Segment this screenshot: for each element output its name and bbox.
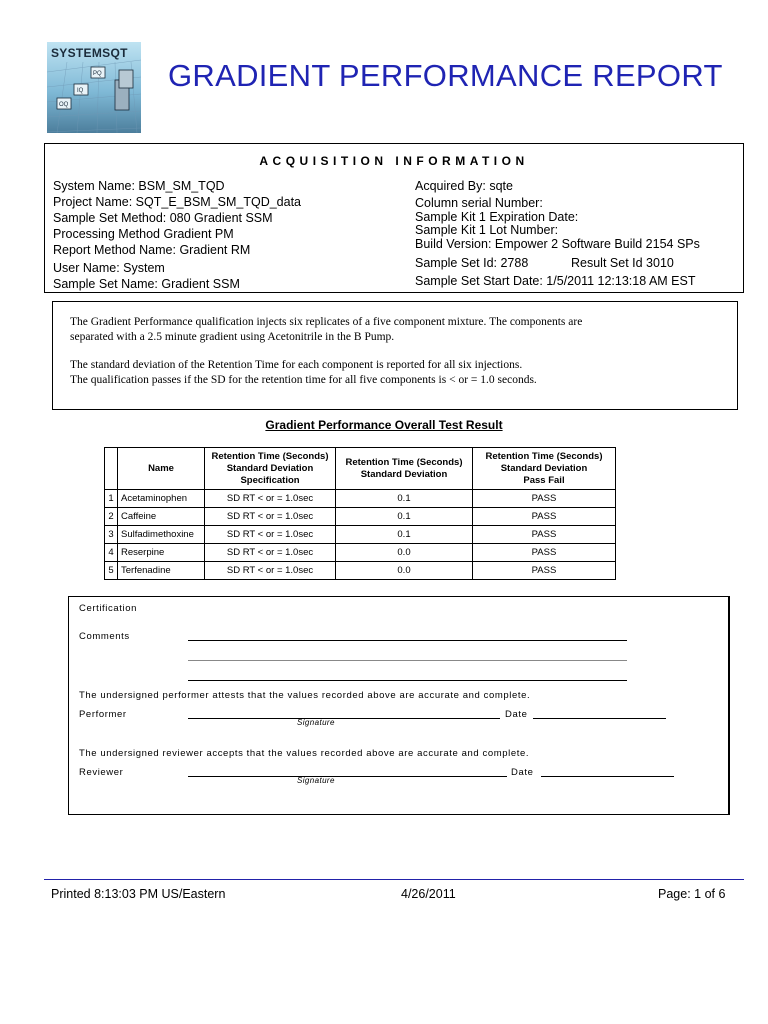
header-pass-fail: [473, 448, 616, 490]
processing-method: Processing Method Gradient PM: [53, 227, 234, 241]
component-name: Sulfadimethoxine: [118, 526, 205, 544]
performer-statement: The undersigned performer attests that the values recorded above are accurate and complete.: [79, 690, 531, 701]
header-text: Retention Time (Seconds): [485, 450, 603, 462]
page-number: Page: 1 of 6: [658, 887, 726, 901]
performer-signature-line[interactable]: [188, 718, 500, 719]
certification-box: [68, 596, 730, 815]
systemsqt-logo: [47, 42, 141, 133]
table-row: [105, 544, 616, 562]
kit-expiration-date: Sample Kit 1 Expiration Date:: [415, 210, 579, 224]
sample-set-name: Sample Set Name: Gradient SSM: [53, 277, 240, 291]
performer-date-line[interactable]: [533, 718, 666, 719]
header-text: Standard Deviation: [226, 462, 314, 474]
reviewer-label: Reviewer: [79, 767, 124, 778]
table-row: [105, 490, 616, 508]
table-row: [105, 508, 616, 526]
sample-set-id: Sample Set Id: 2788: [415, 256, 529, 270]
pass-fail-cell: PASS: [473, 508, 616, 526]
standard-deviation-cell: 0.1: [336, 508, 473, 526]
header-text: Standard Deviation: [360, 468, 448, 480]
row-index: 2: [105, 508, 118, 526]
results-table: [104, 447, 616, 580]
component-name: Caffeine: [118, 508, 205, 526]
system-name: System Name: BSM_SM_TQD: [53, 179, 225, 193]
print-date: 4/26/2011: [401, 887, 456, 901]
component-name: Reserpine: [118, 544, 205, 562]
standard-deviation-cell: 0.1: [336, 526, 473, 544]
reviewer-statement: The undersigned reviewer accepts that the values recorded above are accurate and complete.: [79, 748, 530, 759]
build-version: Build Version: Empower 2 Software Build 2154 SPs: [415, 237, 700, 251]
column-serial-number: Column serial Number:: [415, 196, 543, 210]
header-text: Pass Fail: [523, 474, 565, 486]
specification-cell: SD RT < or = 1.0sec: [205, 508, 336, 526]
table-row: [105, 526, 616, 544]
acquired-by: Acquired By: sqte: [415, 179, 513, 193]
specification-cell: SD RT < or = 1.0sec: [205, 490, 336, 508]
logo-oq-badge: OQ: [59, 102, 69, 108]
header-index: [105, 448, 118, 490]
footer-divider: [44, 879, 744, 880]
description-line: separated with a 2.5 minute gradient using Acetonitrile in the B Pump.: [70, 331, 395, 343]
header-name: Name: [118, 448, 205, 490]
report-method-name: Report Method Name: Gradient RM: [53, 243, 251, 257]
reviewer-signature-line[interactable]: [188, 776, 507, 777]
reviewer-date-label: Date: [511, 767, 534, 778]
component-name: Terfenadine: [118, 562, 205, 580]
row-index: 3: [105, 526, 118, 544]
comments-label: Comments: [79, 631, 130, 642]
result-set-id: Result Set Id 3010: [571, 256, 674, 270]
specification-cell: SD RT < or = 1.0sec: [205, 562, 336, 580]
header-standard-deviation: [336, 448, 473, 490]
reviewer-date-line[interactable]: [541, 776, 674, 777]
header-text: Specification: [240, 474, 300, 486]
comments-line[interactable]: [188, 680, 627, 681]
row-index: 5: [105, 562, 118, 580]
specification-cell: SD RT < or = 1.0sec: [205, 526, 336, 544]
logo-iq-badge: IQ: [77, 88, 84, 94]
row-index: 1: [105, 490, 118, 508]
user-name: User Name: System: [53, 261, 165, 275]
performer-label: Performer: [79, 709, 127, 720]
pass-fail-cell: PASS: [473, 490, 616, 508]
sample-set-start-date: Sample Set Start Date: 1/5/2011 12:13:18 AM EST: [415, 274, 696, 288]
project-name: Project Name: SQT_E_BSM_SM_TQD_data: [53, 195, 302, 209]
reviewer-signature-caption: Signature: [297, 776, 335, 785]
table-row: [105, 562, 616, 580]
acquisition-heading: ACQUISITION INFORMATION: [259, 154, 529, 168]
header-text: Retention Time (Seconds): [211, 450, 329, 462]
pass-fail-cell: PASS: [473, 562, 616, 580]
kit-lot-number: Sample Kit 1 Lot Number:: [415, 223, 559, 237]
specification-cell: SD RT < or = 1.0sec: [205, 544, 336, 562]
description-line: The standard deviation of the Retention Time for each component is reported for all six injections.: [70, 359, 523, 371]
header-text: Retention Time (Seconds): [345, 456, 463, 468]
certification-heading: Certification: [79, 603, 137, 614]
printed-timestamp: Printed 8:13:03 PM US/Eastern: [51, 887, 226, 901]
comments-line[interactable]: [188, 640, 627, 641]
table-header-row: [105, 448, 616, 490]
comments-line[interactable]: [188, 660, 627, 661]
standard-deviation-cell: 0.0: [336, 544, 473, 562]
description-line: The qualification passes if the SD for the retention time for all five components is < or = 1.0 seconds.: [70, 374, 537, 386]
sample-set-method: Sample Set Method: 080 Gradient SSM: [53, 211, 273, 225]
description-line: The Gradient Performance qualification injects six replicates of a five component mixture. The components are: [70, 316, 583, 328]
row-index: 4: [105, 544, 118, 562]
standard-deviation-cell: 0.1: [336, 490, 473, 508]
standard-deviation-cell: 0.0: [336, 562, 473, 580]
pass-fail-cell: PASS: [473, 526, 616, 544]
performer-signature-caption: Signature: [297, 718, 335, 727]
component-name: Acetaminophen: [118, 490, 205, 508]
logo-pq-badge: PQ: [93, 71, 102, 77]
performer-date-label: Date: [505, 709, 528, 720]
header-text: Standard Deviation: [500, 462, 588, 474]
pass-fail-cell: PASS: [473, 544, 616, 562]
result-section-title: Gradient Performance Overall Test Result: [265, 418, 503, 432]
report-title: GRADIENT PERFORMANCE REPORT: [168, 58, 723, 93]
qualification-description: [52, 301, 738, 410]
acquisition-info-box: [44, 143, 744, 293]
logo-text: SYSTEMSQT: [51, 46, 128, 60]
header-specification: [205, 448, 336, 490]
